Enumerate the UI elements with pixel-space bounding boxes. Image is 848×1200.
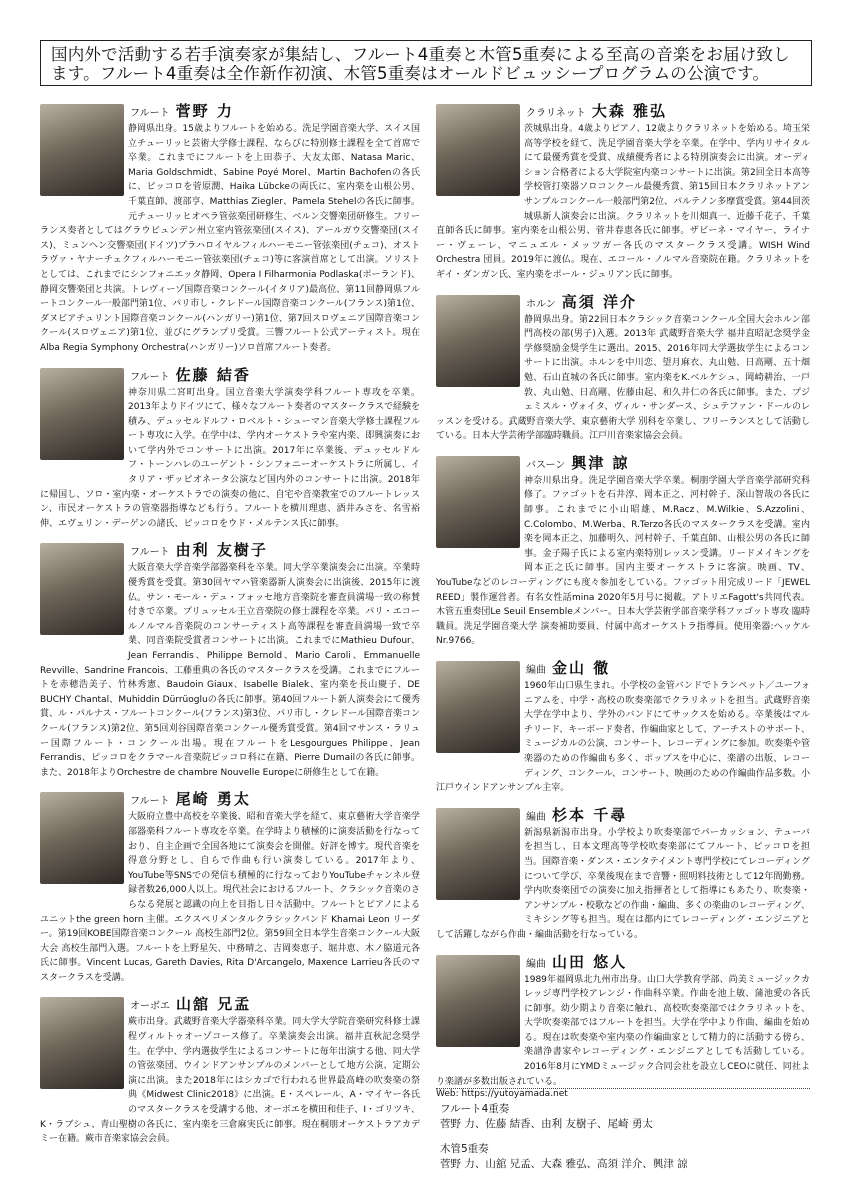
portrait-photo [40, 792, 124, 884]
profile-bio: 大阪府立豊中高校を卒業後、昭和音楽大学を経て、東京藝術大学音楽学部器楽科フルート専攻を卒業。在学時より積極的に演奏活動を行なっており、自主企画で全国各地にて演奏会を開催。好評を博す。現代音楽を得意分野とし、自らで作曲も行い演奏している。2017年より、YouTube等SNSでの発信も積極的に行なっておりYouTubeチャンネル登録者数26,000人以上。現代社会におけるフルート、クラシック音楽のさらなる発展と認識の向上を目指し日々活動中。フルートとピアノによるユニットthe green horn 主催。エクスペリメンタルクラシックバンド Khamai Leon リーダー。第19回KOBE国際音楽コンクール 高校生部門2位。第59回全日本学生音楽コンクール大阪大会 高校生部門入選。フルートを上野星矢、中務晴之、吉岡奏恵子、堀井恵、木ノ脇道元各氏に師事。Vincent Lucas, Gareth Davies, Rita D'Arcangelo, Maxence Larrieu各氏のマスタークラスを受講。 [40, 812, 420, 983]
portrait-photo [436, 456, 520, 548]
profile-role: 編曲 [526, 665, 546, 676]
profile-role: クラリネット [526, 108, 586, 119]
profile-sato [40, 364, 420, 532]
profile-yuri [40, 539, 420, 780]
profile-role: オーボエ [130, 1001, 170, 1013]
right-column [436, 100, 810, 1107]
profile-role: ホルン [526, 298, 556, 310]
portrait-photo [40, 368, 124, 460]
profile-name: 大森 雅弘 [591, 102, 668, 120]
profile-name: 尾崎 勇太 [175, 790, 251, 809]
profile-role: フルート [130, 796, 170, 808]
profile-name: 高須 洋介 [561, 292, 637, 311]
profile-bio: 蕨市出身。武蔵野音楽大学器楽科卒業。同大学大学院音楽研究科修士課程ヴィルトゥオーゾコース修了。卒業演奏会出演。福井直秋記念奨学生。在学中、学内選抜学生によるコンサートに毎年出演する他、同大学の管弦楽団、ウインドアンサンブルのメンバーとして地方公演、定期公演に出演。また2018年にはシカゴで行われる世界最高峰の吹奏楽の祭典《Midwest Clinic2018》に出演。E・スペレール、A・マイヤー各氏のマスタークラスを受講する他、オーボエを横田和佳子、I・ゴリツキ、K・ラブシュ、青山聖樹の各氏に、室内楽を三倉麻実氏に師事。現在桐朋オーケストラアカデミー在籍。蕨市音楽家協会会員。 [40, 1017, 420, 1145]
portrait-photo [436, 295, 520, 387]
profile-name: 由利 友樹子 [175, 541, 268, 560]
profile-yamadate [40, 993, 420, 1146]
profile-bio: 茨城県出身。4歳よりピアノ、12歳よりクラリネットを始める。埼玉栄高等学校を経て、洗足学園音楽大学を卒業。在学中、学内リサイタルにて最優秀賞を受賞、成績優秀者による特別演奏会に出演。オーディション合格者による大学院室内楽コンサートに出演。第2回全日本高等学校管打楽器ソロコンクール最優秀賞、第15回日本クラリネットアンサンブルコンクール一般部門第2位、パルテノン多摩賞受賞。第44回茨城県新人演奏会に出演。クラリネットを川畑真一、近藤千花子、千葉直師各氏に師事。室内楽を山根公男、菅井春恵各氏に師事。ザビーネ・マイヤー、ライナー・ヴェーレ、マニュエル・メッツガー各氏のマスタークラス受講。WISH Wind Orchestra 団員。2019年に渡仏。現在、エコール・ノルマル音楽院在籍。クラリネットをギイ・ダンガン氏、室内楽をポール・ジュリアン氏に師事。 [436, 124, 810, 280]
profile-bio: 1960年山口県生まれ。小学校の金管バンドでトランペット／ユーフォニアムを、中学・高校の吹奏楽部でクラリネットを担当。武蔵野音楽大学在学中より、学外のバンドにてサックスを始める。卒業後はマルチリード、キーボード奏者、作編曲家として、アーチストのサポート、ミュージカルの公演、コンサート、レコーディングに参加。吹奏楽や管楽器のための作編曲も多く、ポップスを中心に、楽譜の出版、レコーディング、コンクール、コンサート、映画のための作編曲作品多数。小江戸ウインドアンサンブル主宰。 [436, 681, 810, 794]
profile-role: フルート [130, 547, 170, 559]
profile-name: 興津 諒 [571, 453, 630, 472]
flute-quartet-lineup [440, 1102, 810, 1132]
profile-role: バスーン [526, 459, 566, 471]
profile-kanayama [436, 657, 810, 796]
portrait-photo [436, 104, 520, 196]
profile-sugimoto [436, 804, 810, 943]
wind-quintet-members: 菅野 力、山舘 兄孟、大森 雅弘、高須 洋介、興津 諒 [440, 1158, 688, 1170]
profile-bio: 静岡県出身。15歳よりフルートを始める。洗足学園音楽大学、スイス国立チューリッヒ芸術大学修士課程、ならびに特別修士課程を全て首席で卒業。これまでにフルートを上田恭子、大友太郎、Natasa Maric、Maria Goldschmidt、Sabine Poyé Morel、Martin Bachofenの各氏に、ピッコロを菅原潤、Haika Lübckeの両氏に、室内楽を山根公男、千葉直師、渡部亨、Matthias Ziegler、Pamela Stehelの各氏に師事。元チューリッヒオペラ管弦楽団研修生、ベルン交響楽団研修生。フリーランス奏者としてはグラウビュンデン州立室内管弦楽団(スイス)、アールガウ交響楽団(スイス)、ミュンヘン交響楽団(ドイツ)プラハロイヤルフィルハーモニー管弦楽団(チェコ)、オストラヴァ・ヤナーチェクフィルハーモニー管弦楽団(チェコ)等に客演首席として出演。ソリストとしては、これまでにシンフォニエッタ静岡、Opera I Filharmonia Podlaska(ポーランド)、静岡交響楽団と共演。トレヴィーゾ国際音楽コンクール(イタリア)最高位、第11回静岡県フルートコンクール一般部門第1位、パリ市し・クレドール国際音楽コンクール(フランス)第1位、ダヌビアチュリント国際音楽コンクール(ハンガリー)第1位、第7回スロヴェニア国際音楽コンクール(スロヴェニア)第1位、並びにグランプリ受賞。三響フルート公式アーティスト。現在Alba Regia Symphony Orchestra(ハンガリー)ソロ首席フルート奏者。 [40, 124, 420, 353]
profile-role: フルート [130, 108, 170, 119]
profile-name: 山田 悠人 [552, 952, 628, 971]
profile-sugano [40, 100, 420, 356]
profile-ozaki [40, 788, 420, 985]
flute-quartet-members: 菅野 力、佐藤 結香、由利 友樹子、尾崎 勇太 [440, 1118, 653, 1130]
profile-role: 編曲 [526, 958, 546, 970]
profile-name: 金山 徹 [552, 659, 611, 677]
wind-quintet-lineup [440, 1142, 810, 1172]
portrait-photo [436, 808, 520, 900]
portrait-photo [436, 955, 520, 1047]
divider [436, 1088, 810, 1089]
profile-role: フルート [130, 371, 170, 383]
profile-okitsu [436, 452, 810, 649]
profile-name: 杉本 千尋 [552, 805, 628, 824]
profile-bio: 大阪音楽大学音楽学部器楽科を卒業。同大学卒業演奏会に出演。卒業時優秀賞を受賞。第30回ヤマハ管楽器新人演奏会に出演後、2015年に渡仏。サン・モール・デュ・フォッセ地方音楽院を審査員満場一致の称賛付きで卒業。プリュッセル王立音楽院の修士課程を卒業。パリ・エコールノルマル音楽院のコンサーティスト高等課程を審査員満場一致で卒業、同音楽院受賞者コンサートに出演。これまでにMathieu Dufour、Jean Ferrandis、Philippe Bernold、Mario Caroli、Emmanuelle Revville、Sandrine Francois、工藤重典の各氏のマスタークラスを受講。これまでにフルートを赤穂浩美子、竹林秀憲、Baudoin Giaux、Isabelle Bialek、室内楽を長山慶子、DE BUCHY Chantal、Muhiddin Dürrüogluの各氏に師事。第40回フルート新人演奏会にて優秀賞、ル・パルナス・フルートコンクール(フランス)第3位、パリ市し・クレドール国際音楽コンクール(フランス)第2位、第5回刈谷国際音楽コンクール優秀賞受賞。第4回マサンス・ラリュー国際フルート・コンクール出場。現在フルートをLesgourgues Philippe、Jean Ferrandis、ピッコロをクラマール音楽院ピッコロ科に在籍、Pierre Dumailの各氏に師事。また、2018年よりOrchestre de chambre Nouvelle Europeに研修生として在籍。 [40, 563, 420, 778]
profile-name: 菅野 力 [175, 102, 234, 120]
profile-bio: 神奈川県二宮町出身。国立音楽大学演奏学科フルート専攻を卒業。2013年よりドイツにて、様々なフルート奏者のマスタークラスで経験を積み、デュッセルドルフ・ロベルト・シューマン音楽大学修士課程フルート専攻に入学。在学中は、学内オーケストラや室内楽、即興演奏において学内外でコンサートに出演。2017年に卒業後、デュッセルドルフ・トーンハレのユーゲント・シンフォニーオーケストラに所属し、イタリア・ザッピオネータ公演など国内外のコンサートに出演。2018年に帰国し、ソロ・室内楽・オーケストラでの演奏の他に、自宅や音楽教室でのフルートレッスン、市民オーケストラの管楽器指導なども行う。フルートを横川理恵、酒井みさを、名雪裕伸、エヴェリン・デーゲンの諸氏、ピッコロをウド・メルテンス氏に師事。 [40, 387, 420, 529]
profile-bio: 静岡県出身。第22回日本クラシック音楽コンクール全国大会ホルン部門高校の部(男子)入選。2013年 武蔵野音楽大学 福井直昭記念奨学金学修奨励金奨学生に選出。2015、2016年同大学選抜学生によるコンサートに出演。ホルンを中川恋、望月麻衣、丸山勉、日高剛、五十畑勉、石山直城の各氏に師事。室内楽をK.ベルケシュ、岡崎耕治、一戸敦、丸山勉、日高剛、佐藤由起、和久井仁の各氏に師事。また、プジェミスル・ヴォイタ、ヴィル・サンダース、シュテファン・ドールのレッスンを受ける。武蔵野音楽大学、東京藝術大学 別科を卒業し、フリーランスとして活動している。日本大学芸術学部臨時職員。江戸川音楽家協会会員。 [436, 314, 810, 442]
wind-quintet-heading: 木管5重奏 [440, 1143, 489, 1155]
flute-quartet-heading: フルート4重奏 [440, 1103, 510, 1115]
profile-yamada [436, 951, 810, 1100]
intro-text: 国内外で活動する若手演奏家が集結し、フルート4重奏と木管5重奏による至高の音楽をお届け致します。フルート4重奏は全作新作初演、木管5重奏はオールドビュッシープログラムの公演です。 [40, 40, 812, 86]
profile-bio: 神奈川県出身。洗足学園音楽大学卒業。桐朋学園大学音楽学部研究科修了。ファゴットを石井淳、岡本正之、河村幹子、深山智哉の各氏に師事。これまでに小山昭雄、M.Racz、M.Wilkie、S.Azzolini、C.Colombo、M.Werba、R.Terzo各氏のマスタークラスを受講。室内楽を岡本正之、加藤明久、河村幹子、千葉直師、山根公男の各氏に師事。金子陽子氏による室内楽特別レッスン受講。リードメイキングを岡本正之氏に師事。国内主要オーケストラに客演。映画、TV、YouTubeなどのレコーディングにも度々参加をしている。ファゴット用完成リード「JEWEL REED」製作運営者。有名女性話mina 2020年5月号に掲載。アトリエFagott's共同代表。木管五重奏団Le Seuil Ensembleメンバー。日本大学芸術学部音楽学科ファゴット専攻 臨時職員。洗足学園音楽大学 演奏補助要員、付属中高オーケストラ指導員。使用楽器:ヘッケルNr.9766。 [436, 475, 810, 647]
left-column [40, 100, 420, 1155]
profile-name: 山舘 兄孟 [176, 995, 252, 1014]
profile-takasu [436, 291, 810, 444]
profile-role: 編曲 [526, 811, 546, 823]
portrait-photo [436, 661, 520, 753]
portrait-photo [40, 997, 124, 1089]
portrait-photo [40, 543, 124, 635]
profile-name: 佐藤 結香 [175, 365, 251, 384]
portrait-photo [40, 104, 124, 196]
profile-bio: 1989年福岡県北九州市出身。山口大学教育学部、尚美ミュージックカレッジ専門学校アレンジ・作曲科卒業。作曲を池上敏、蒲池愛の各氏に師事。幼少期より音楽に触れ、高校吹奏楽部ではクラリネットを、大学吹奏楽部ではフルートを担当。大学在学中より作曲、編曲を始める。現在は吹奏楽や室内楽の作編曲家として精力的に活動する傍ら、楽譜浄書家やレコーディング・エンジニアとしても活動している。2016年8月にYMDミュージック合同会社を設立しCEOに就任、同社より楽譜が多数出版されている。 [436, 974, 810, 1087]
profile-bio: 新潟県新潟市出身。小学校より吹奏楽部でパーカッション、テューバを担当し、日本文理高等学校吹奏楽部にてフルート、ピッコロを担当。国際音楽・ダンス・エンタテイメント専門学校にてレコーディングについて学び、卒業後現在まで音響・照明料技術として12年間勤務。学内吹奏楽団での演奏に加え指揮者として指導にもあたり、吹奏楽・アンサンブル・校歌などの作曲・編曲、多くの楽曲のレコーディング、ミキシング等も担当。現在は都内にてレコーディング・エンジニアとして活躍しながら作曲・編曲活動を行なっている。 [436, 827, 810, 940]
website-link[interactable]: Web: https://yutoyamada.net [436, 1089, 568, 1100]
profile-omori [436, 100, 810, 283]
